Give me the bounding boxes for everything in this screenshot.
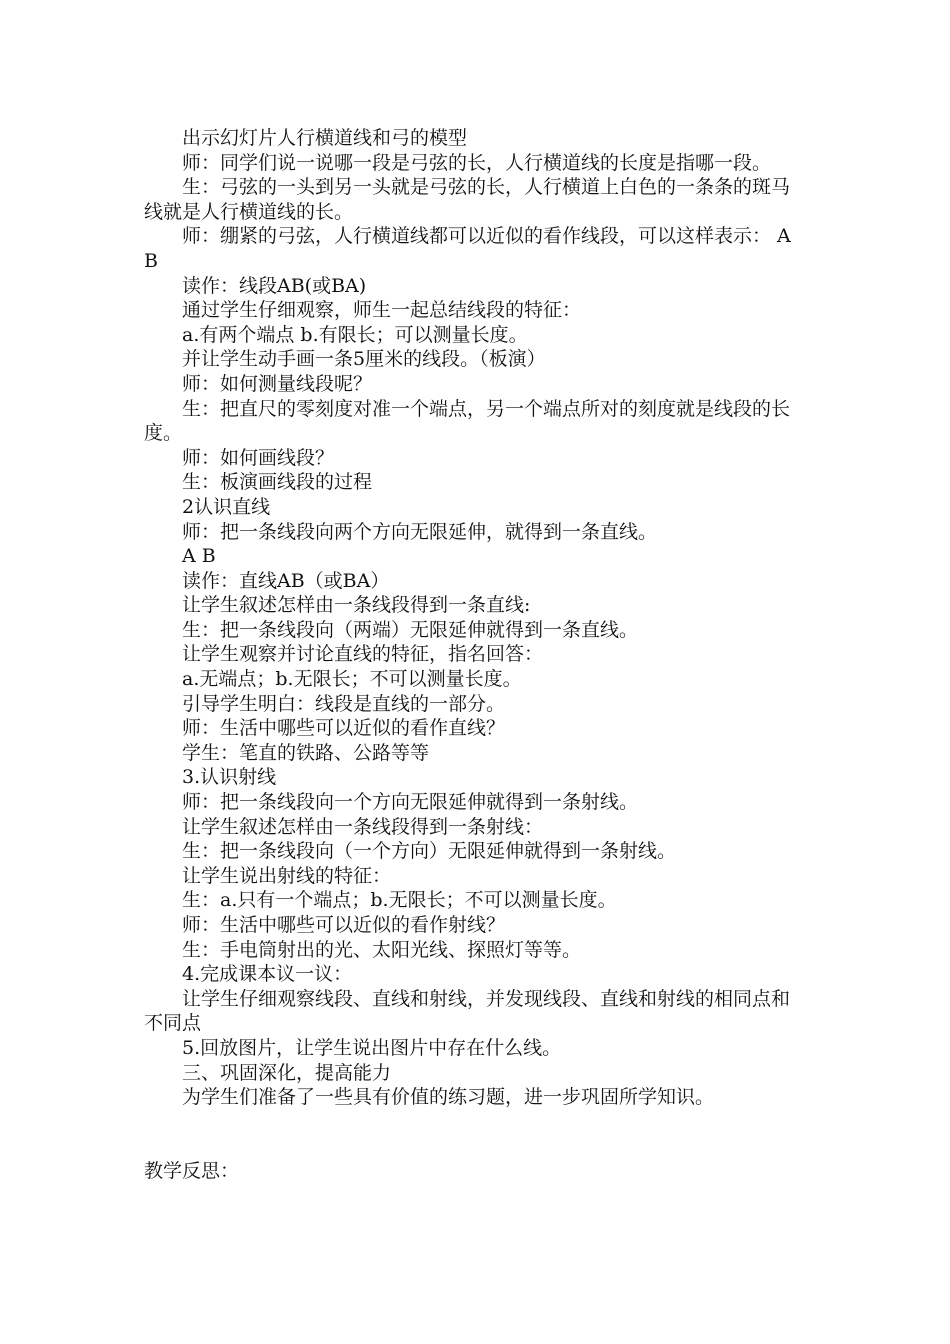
paragraph: 生：板演画线段的过程	[182, 471, 373, 494]
paragraph: 师：如何画线段？	[182, 446, 335, 469]
document-body	[144, 126, 804, 1183]
paragraph: 师：如何测量线段呢？	[182, 372, 373, 395]
paragraph: 师：把一条线段向一个方向无限延伸就得到一条射线。	[182, 791, 639, 814]
paragraph: 生：把一条线段向（两端）无限延伸就得到一条直线。	[182, 618, 639, 641]
paragraph: 让学生叙述怎样由一条线段得到一条射线：	[182, 815, 544, 838]
paragraph: 引导学生明白：线段是直线的一部分。	[182, 692, 506, 715]
paragraph: 读作：直线AB（或BA）	[182, 569, 390, 592]
paragraph: 师：生活中哪些可以近似的看作射线？	[182, 914, 506, 936]
paragraph: 师：同学们说一说哪一段是弓弦的长，人行横道线的长度是指哪一段。	[182, 151, 772, 174]
section-heading: 2认识直线	[182, 495, 271, 518]
paragraph: 学生：笔直的铁路、公路等等	[182, 741, 430, 764]
paragraph: 师：绷紧的弓弦，人行横道线都可以近似的看作线段，可以这样表示： AB	[144, 225, 791, 272]
reflection-label: 教学反思：	[144, 1159, 240, 1182]
section-heading: 三、巩固深化，提高能力	[182, 1061, 392, 1084]
paragraph: a.有两个端点 b.有限长；可以测量长度。	[182, 323, 528, 346]
paragraph: 并让学生动手画一条5厘米的线段。（板演）	[182, 348, 546, 371]
paragraph: 生：a.只有一个端点；b.无限长；不可以测量长度。	[182, 889, 617, 912]
paragraph: 生：把直尺的零刻度对准一个端点，另一个端点所对的刻度就是线段的长度。	[144, 397, 791, 445]
line-diagram-label: A B	[182, 545, 216, 568]
paragraph: 让学生观察并讨论直线的特征，指名回答：	[182, 643, 544, 666]
paragraph: 让学生仔细观察线段、直线和射线，并发现线段、直线和射线的相同点和不同点	[144, 987, 791, 1035]
paragraph: 师：生活中哪些可以近似的看作直线？	[182, 717, 506, 740]
blank-space	[144, 1110, 804, 1159]
paragraph: 师：把一条线段向两个方向无限延伸，就得到一条直线。	[182, 520, 658, 543]
section-heading: 5.回放图片，让学生说出图片中存在什么线。	[182, 1036, 562, 1059]
paragraph: 让学生说出射线的特征：	[182, 864, 392, 887]
paragraph: 生：手电筒射出的光、太阳光线、探照灯等等。	[182, 938, 582, 961]
section-heading: 4.完成课本议一议：	[182, 963, 353, 986]
paragraph: 生：把一条线段向（一个方向）无限延伸就得到一条射线。	[182, 840, 677, 863]
paragraph: a.无端点；b.无限长；不可以测量长度。	[182, 668, 522, 691]
paragraph: 生：弓弦的一头到另一头就是弓弦的长，人行横道上白色的一条条的斑马线就是人行横道线的长。	[144, 176, 791, 223]
section-heading: 3.认识射线	[182, 766, 277, 789]
paragraph: 通过学生仔细观察，师生一起总结线段的特征：	[182, 299, 582, 322]
paragraph: 为学生们准备了一些具有价值的练习题，进一步巩固所学知识。	[182, 1086, 715, 1109]
paragraph: 读作：线段AB(或BA)	[182, 274, 367, 297]
paragraph: 出示幻灯片人行横道线和弓的模型	[182, 127, 468, 149]
paragraph: 让学生叙述怎样由一条线段得到一条直线:	[182, 594, 531, 617]
